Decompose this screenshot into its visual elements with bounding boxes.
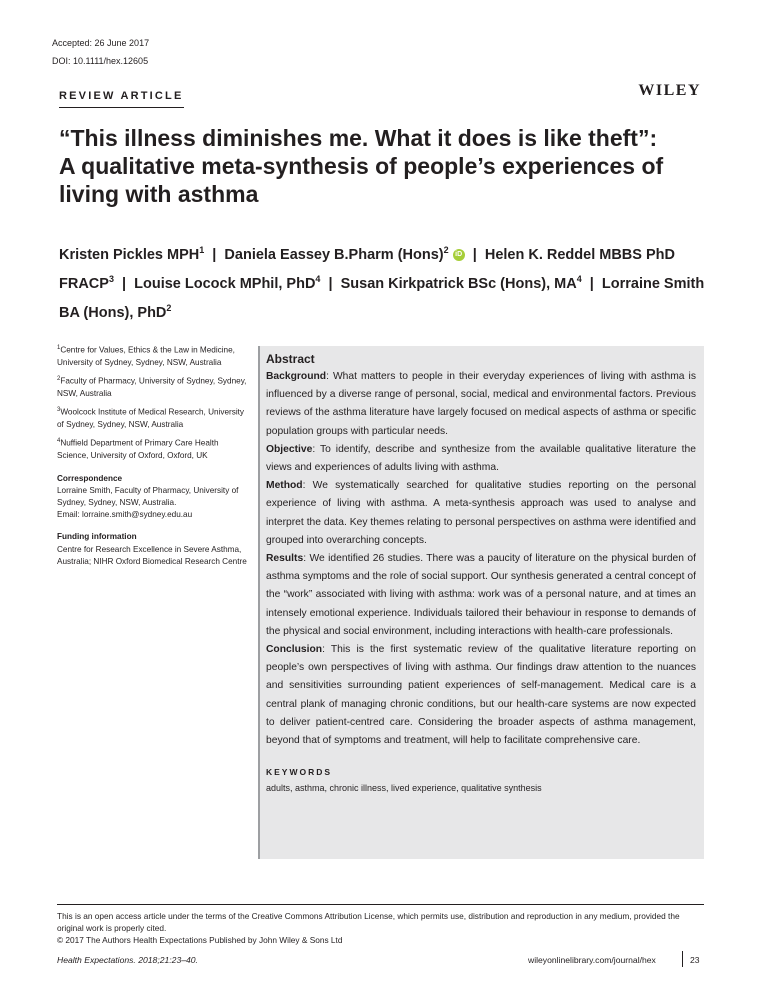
keywords: adults, asthma, chronic illness, lived experience, qualitative synthesis [266, 783, 542, 794]
author-affiliation: 4 [576, 273, 582, 284]
author-affiliation: 1 [199, 245, 205, 255]
results-label: Results [266, 553, 304, 565]
section-label: REVIEW ARTICLE [59, 90, 184, 102]
author-name[interactable]: Kristen Pickles MPH [59, 246, 200, 263]
affiliation [57, 373, 247, 400]
abstract-box [258, 346, 704, 859]
title-line: living with asthma [59, 181, 259, 207]
author-affiliation: 3 [108, 273, 114, 284]
correspondence-text: Lorraine Smith, Faculty of Pharmacy, University of Sydney, Sydney, NSW, Australia. [57, 485, 239, 507]
correspondence-heading: Correspondence [57, 473, 123, 483]
background-label: Background [266, 371, 327, 382]
abstract-background: Background: What matters to people in their everyday experiences of living with asthma is influenced by a diverse range of personal, social, medical and environmental factors. Previous reviews of the asthma literature have largely focused on medical aspects of asthma or specific population groups with particular needs. [266, 371, 696, 437]
author-affiliation: 2 [443, 245, 449, 255]
author-affiliation: 4 [315, 273, 321, 284]
affiliation-number: 1 [57, 345, 61, 351]
copyright-text: © 2017 The Authors Health Expectations Published by John Wiley & Sons Ltd [57, 935, 343, 945]
license-text: This is an open access article under the terms of the Creative Commons Attribution License, which permits use, distribution and reproduction in any medium, provided the original work is properly cited. [57, 911, 680, 933]
affiliation-text: Centre for Values, Ethics & the Law in Medicine, University of Sydney, Sydney, NSW, Australia [57, 345, 235, 367]
author-name[interactable]: Louise Locock MPhil, PhD [134, 275, 316, 292]
author-name[interactable]: Susan Kirkpatrick BSc (Hons), MA [340, 275, 577, 292]
license-note [57, 910, 704, 946]
method-label: Method [266, 480, 303, 492]
title-line: A qualitative meta-synthesis of people’s experiences of [59, 153, 664, 179]
correspondence-email[interactable]: Email: lorraine.smith@sydney.edu.au [57, 510, 193, 520]
journal-url[interactable]: wileyonlinelibrary.com/journal/hex [528, 955, 656, 965]
journal-citation: Health Expectations. 2018;21:23–40. [57, 955, 198, 965]
abstract-objective: Objective: To identify, describe and synthesize from the available qualitative literature the views and experiences of adults living with asthma. [266, 443, 696, 474]
abstract-method: Method: We systematically searched for qualitative studies reporting on the personal experience of living with asthma. A meta-synthesis approach was used to analyse and interpret the data. Key themes relating to personal perspectives on asthma were identified and grouped into overarching concepts. [266, 480, 696, 546]
objective-text: To identify, describe and synthesize from the available qualitative literature the views and experiences of adults living with asthma. [266, 443, 696, 474]
affiliation-number: 2 [57, 376, 61, 383]
funding-text: Centre for Research Excellence in Severe Asthma, Australia; NIHR Oxford Biomedical Research Centre [57, 544, 247, 566]
publisher-logo: WILEY [638, 82, 701, 99]
affiliation-text: Faculty of Pharmacy, University of Sydney, Sydney, NSW, Australia [57, 376, 247, 399]
background-text: What matters to people in their everyday experiences of living with asthma is influenced by a diverse range of personal, social, medical and environmental factors. Previous reviews of the asthma literature have largely focused on medical aspects of asthma or specific population groups with particular needs. [266, 371, 696, 437]
accepted-date: Accepted: 26 June 2017 [52, 38, 150, 48]
page-number: 23 [690, 955, 700, 965]
section-underline [59, 107, 184, 108]
objective-label: Objective [266, 443, 313, 455]
affiliation [57, 435, 247, 462]
affiliation-text: Nuffield Department of Primary Care Health Science, University of Oxford, Oxford, UK [57, 439, 219, 461]
footer-divider [57, 904, 704, 905]
affiliation-number: 4 [57, 438, 61, 445]
keywords-heading: KEYWORDS [266, 767, 333, 778]
author-name[interactable]: Lorraine Smith BA (Hons), PhD [59, 275, 705, 321]
left-sidebar [57, 342, 247, 568]
affiliation [57, 342, 247, 369]
method-text: We systematically searched for qualitative studies reporting on the personal experience of living with asthma. A meta-synthesis approach was used to analyse and interpret the data. Key themes relating to personal perspectives on asthma were identified and grouped into overarching concepts. [266, 480, 696, 546]
abstract-results: Results: We identified 26 studies. There was a paucity of literature on the physical burden of asthma symptoms and the role of social support. Our synthesis generated a central concept of the “work” associated with living with asthma: work was of a personal nature, and at times an intensely emotional experience. Individuals tailored their behaviour in response to demands of the physical and social environment, including interactions with health-care professionals. [266, 553, 696, 637]
abstract-conclusion: Conclusion: This is the first systematic review of the qualitative literature reporting on people’s own perspectives of living with asthma. Our findings draw attention to the nuances and sensitivities surrounding patient experiences of self-management. Medical care is a central plank of managing chronic conditions, but our health-care systems are now expected to deliver patient-centred care. Considering the broader aspects of asthma management, beyond that of symptoms and treatment, will help to facilitate comprehensive care. [266, 644, 696, 747]
affiliation-text: Woolcock Institute of Medical Research, University of Sydney, Sydney, NSW, Australia [57, 408, 245, 430]
results-text: We identified 26 studies. There was a paucity of literature on the physical burden of asthma symptoms and the role of social support. Our synthesis generated a central concept of the “work” associated with living with asthma: work was of a personal nature, and at times an intensely emotional experience. Individuals tailored their behaviour in response to demands of the physical and social environment, including interactions with health-care professionals. [266, 553, 696, 637]
title-line: “This illness diminishes me. What it does is like theft”: [59, 125, 658, 151]
funding-heading: Funding information [57, 532, 137, 542]
author-affiliation: 2 [166, 302, 172, 313]
author-name[interactable]: Daniela Eassey B.Pharm (Hons) [224, 246, 444, 263]
orcid-icon[interactable]: iD [453, 249, 465, 261]
article-title [59, 124, 699, 208]
conclusion-label: Conclusion [266, 644, 323, 656]
affiliation [57, 404, 247, 431]
author-name[interactable]: Helen K. Reddel MBBS PhD FRACP [59, 246, 675, 292]
conclusion-text: This is the first systematic review of the qualitative literature reporting on people’s own perspectives of living with asthma. Our findings draw attention to the nuances and sensitivities surrounding patient experiences of self-management. Medical care is a central plank of managing chronic conditions, but our health-care systems are now expected to deliver patient-centred care. Considering the broader aspects of asthma management, beyond that of symptoms and treatment, will help to facilitate comprehensive care. [266, 644, 696, 747]
author-list: Kristen Pickles MPH$^1$ | Daniela Eassey B.Pharm (Hons)$^2$ iD | Helen K. Reddel MBBS PhD FRACP$^3$ | Louise Locock MPhil, PhD$^4$ | Susan Kirkpatrick BSc (Hons), $MA^4$ | Lorraine Smith BA (Hons), PhD$^2$ [59, 245, 705, 321]
doi: DOI: 10.1111/hex.12605 [52, 56, 149, 66]
abstract-heading: Abstract [266, 352, 315, 366]
affiliation-number: 3 [57, 407, 61, 414]
page-separator [682, 951, 683, 967]
